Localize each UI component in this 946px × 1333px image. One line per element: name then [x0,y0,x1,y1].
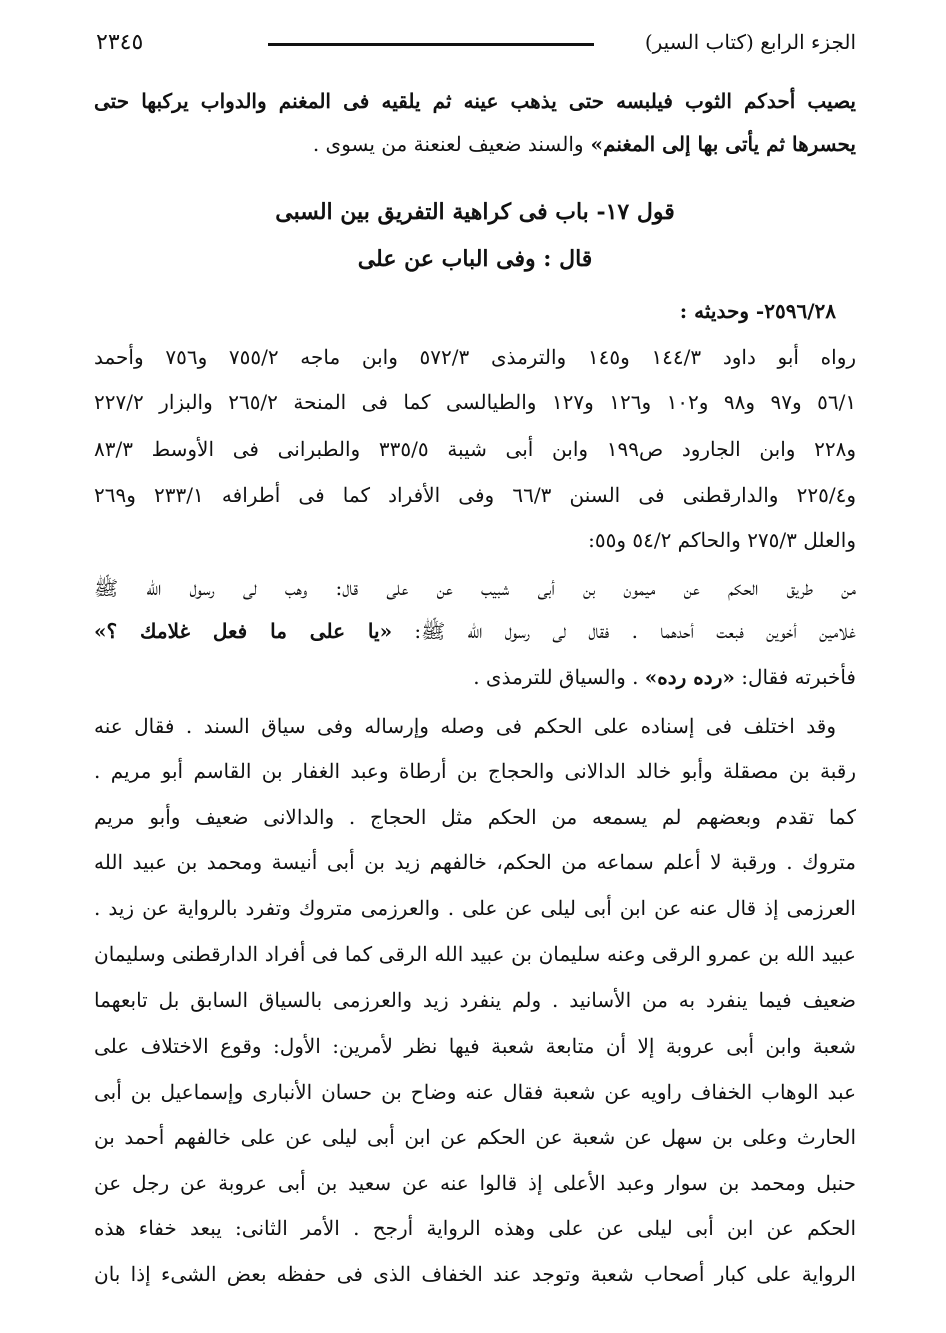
page-number: ٢٣٤٥ [96,30,144,55]
section-subheading: قال : وفى الباب عن على [357,246,593,272]
text-line: حنبل ومحمد بن سوار وعبد الأعلى إذ قالوا عنه عن سعيد بن أبى عروبة عن رجل عن [94,1171,856,1195]
text-line: الرواية على كبار أصحاب شعبة وتوجد عند الخفاف الذى فى حفظه بعض الشىء إذا بان [94,1262,856,1286]
text-fragment: غلامين أخوين فبعت أحدهما . فقال لى رسول الله ﷺ: [392,619,856,643]
text-line: كما تقدم وبعضهم لم يسمعه من الحكم مثل الحجاج . والدالانى ضعيف وأبو مريم [94,805,856,829]
text-fragment: والسند ضعيف لعنعنة من يسوى . [312,132,584,156]
text-line: ضعيف فيما ينفرد به من الأسانيد . ولم ينفرد زيد والعرزمى بالسياق السابق بل تابعهما [94,988,856,1012]
text-line: متروك . ورقبة لا أعلم سماعه من الحكم، خالفهم زيد بن أبى أنيسة ومحمد بن عبيد الله [94,850,856,874]
text-line [94,658,856,696]
text-line: عبيد الله بن عمرو الرقى وعنه سليمان بن عبيد الله الرقى كما فى أفراد الدارقطنى وسليمان [94,942,856,966]
text-line: الحكم عن ابن أبى ليلى عن على وهذه الرواية أرجح . الأمر الثانى: يبعد خفاء هذه [94,1216,856,1240]
header-rule [268,43,594,46]
text-line [94,125,856,163]
text-fragment: «رده رده» [644,665,735,689]
section-heading: قول ١٧- باب فى كراهية التفريق بين السبى [275,199,675,225]
text-line: والعلل ٢٧٥/٣ والحاكم ٥٤/٢ و٥٥: [588,528,856,552]
text-fragment: يحسرها ثم يأتى بها إلى المغنم» [583,132,856,156]
text-line: الحارث وعلى بن سهل عن شعبة عن الحكم عن ابن أبى ليلى عن على خالفهم أحمد بن [94,1125,856,1149]
text-line: شعبة وابن أبى عروبة إلا أن متابعة شعبة فيها نظر لأمرين: الأول: وقوع الاختلاف على [94,1034,856,1058]
text-line: العرزمى إذ قال عنه عن ابن أبى ليلى عن على . والعرزمى متروك وتفرد بالرواية عن زيد . [94,896,856,920]
text-fragment: «يا على ما فعل غلامك ؟» [94,619,393,643]
running-title: الجزء الرابع (كتاب السير) [644,30,856,54]
text-line: رواه أبو داود ١٤٤/٣ و١٤٥ والترمذى ٥٧٢/٣ وابن ماجه ٧٥٥/٢ و٧٥٦ وأحمد [94,345,856,369]
text-line: و٢٢٨ وابن الجارود ص١٩٩ وابن أبى شيبة ٣٣٥/٥ والطبرانى فى الأوسط ٨٣/٣ [94,437,856,461]
text-line: يصيب أحدكم الثوب فيلبسه حتى يذهب عينه ثم يلقيه فى المغنم والدواب يركبها حتى [94,89,856,113]
text-line: و٢٢٥/٤ والدارقطنى فى السنن ٦٦/٣ وفى الأفراد كما فى أطرافه ٢٣٣/١ و٢٦٩ [94,483,856,507]
text-fragment: . والسياق للترمذى . [473,665,645,689]
text-line: ٥٦/١ و٩٧ و٩٨ و١٠٢ و١٢٦ و١٢٧ والطيالسى كما فى المنحة ٢٦٥/٢ والبزار ٢٢٧/٢ [94,390,856,414]
text-line: عبد الوهاب الخفاف راويه عن شعبة فقال عنه وضاح بن حسان الأنبارى وإسماعيل بن أبى [94,1080,856,1104]
running-header [96,30,856,64]
text-line: رقبة بن مصقلة وأبو خالد الدالانى والحجاج بن أرطاة وعبد الغفار بن القاسم أبو مريم . [94,759,856,783]
text-line: من طريق الحكم عن ميمون بن أبى شبيب عن على قال: وهب لى رسول الله ﷺ [94,576,856,600]
hadith-number: ٢٥٩٦/٢٨- وحديثه : [679,299,836,323]
text-line: وقد اختلف فى إسناده على الحكم فى وصله وإرساله وفى سياق السند . فقال عنه [94,714,836,738]
text-fragment: فأخبرته فقال: [734,665,856,689]
text-line [94,612,856,650]
